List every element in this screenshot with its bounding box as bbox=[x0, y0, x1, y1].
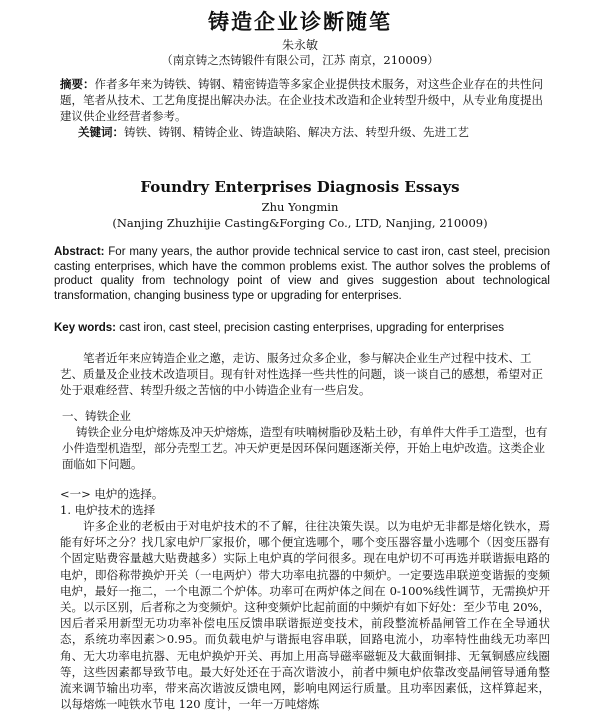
subsection-heading-1-1: 1. 电炉技术的选择 bbox=[60, 503, 156, 517]
section-1-text: 铸铁企业分电炉熔炼及冲天炉熔炼，造型有呋喃树脂砂及粘土砂，有单件大件手工造型，也有小件造型机造型，部分壳型工艺。冲天炉更是因环保问题逐渐关停，开始上电炉改造。这类企业面临如下问题。 bbox=[62, 425, 548, 471]
abstract-zh-text: 作者多年来为铸铁、铸钢、精密铸造等多家企业提供技术服务，对这些企业存在的共性问题，笔者从技术、工艺角度提出解决办法。在企业技术改造和企业转型升级中，从专业角度提出建议供企业经营者参考。 bbox=[60, 77, 543, 123]
abstract-en bbox=[54, 245, 550, 303]
affiliation-en: (Nanjing Zhuzhijie Casting&Forging Co., LTD, Nanjing, 210009) bbox=[112, 216, 488, 230]
keywords-en bbox=[54, 322, 554, 334]
intro-paragraph bbox=[60, 350, 550, 398]
subsection-heading-1: <一> 电炉的选择。 bbox=[60, 487, 164, 501]
abstract-en-label: Abstract: bbox=[54, 246, 105, 258]
keywords-en-label: Key words: bbox=[54, 322, 116, 334]
keywords-en-text: cast iron, cast steel, precision casting enterprises, upgrading for enterprises bbox=[119, 322, 505, 334]
section-1-body bbox=[62, 424, 552, 472]
abstract-zh-label: 摘要： bbox=[60, 77, 95, 91]
author-name-zh: 朱永敏 bbox=[281, 38, 318, 52]
affiliation-zh: （南京铸之杰铸锻件有限公司，江苏 南京，210009） bbox=[161, 53, 439, 67]
intro-text: 笔者近年来应铸造企业之邀，走访、服务过众多企业，参与解决企业生产过程中技术、工艺、质量及企业技术改造项目。现有针对性选择一些共性的问题，谈一谈自己的感想，希望对正处于艰难经营、转型升级之苦恼的中小铸造企业有一些启发。 bbox=[60, 351, 543, 397]
author-name-en: Zhu Yongmin bbox=[261, 200, 339, 214]
paper-title-zh: 铸造企业诊断随笔 bbox=[208, 9, 392, 34]
section-heading-1: 一、铸铁企业 bbox=[62, 409, 131, 423]
subsection-text: 许多企业的老板由于对电炉技术的不了解，往往决策失误。以为电炉无非都是熔化铁水，焉能有好坏之分？找几家电炉厂家报价，哪个便宜选哪个，哪个变压器容量小选哪个（因变压器有个固定贴费容量越大贴费越多）实际上电炉真的学问很多。现在电炉切不可再选并联谐振电路的电炉，即俗称带换炉开关（一电两炉）带大功率电抗器的中频炉。一定要选串联逆变谐振的变频电炉，最好一拖二，一个电源二个炉体。功率可在两炉体之间在 0-100%线性调节，无需换炉开关。以示区别，后者称之为变频炉。这种变频炉比起前面的中频炉有如下好处：至少节电 20%，因后者采用新型无功功率补偿电压反馈串联谐振逆变技术，前段整流桥晶闸管工作在全导通状态，系统功率因素＞0.95。而负载电炉与谐振电容串联，回路电流小，功率特性曲线无功率凹角、无大功率电抗器、无电炉换炉开关、再加上用高导磁率磁轭及大截面铜排、无氧铜感应线圈等，这些因素都导致节电。最大好处还在于高次谐波小，前者中频电炉依靠改变晶闸管导通角整流来调节输出功率，带来高次谐波反馈电网，影响电网运行质量。且功率因素低，这样算起来，以每熔炼一吨铁水节电 120 度计，一年一万吨熔炼 bbox=[60, 519, 550, 712]
keywords-zh bbox=[78, 124, 558, 140]
subsection-body bbox=[60, 518, 550, 712]
paper-title-en: Foundry Enterprises Diagnosis Essays bbox=[140, 178, 460, 196]
keywords-zh-label: 关键词： bbox=[78, 125, 124, 139]
abstract-zh bbox=[60, 76, 550, 124]
abstract-en-text: For many years, the author provide technical service to cast iron, cast steel, precision casting enterprises, which have the common problems exist. The author solves the problems of product quality from technology point of view and gives suggestion about technological transformation, changing business type or upgrading for enterprises. bbox=[54, 246, 550, 302]
keywords-zh-text: 铸铁、铸钢、精铸企业、铸造缺陷、解决方法、转型升级、先进工艺 bbox=[124, 125, 469, 139]
